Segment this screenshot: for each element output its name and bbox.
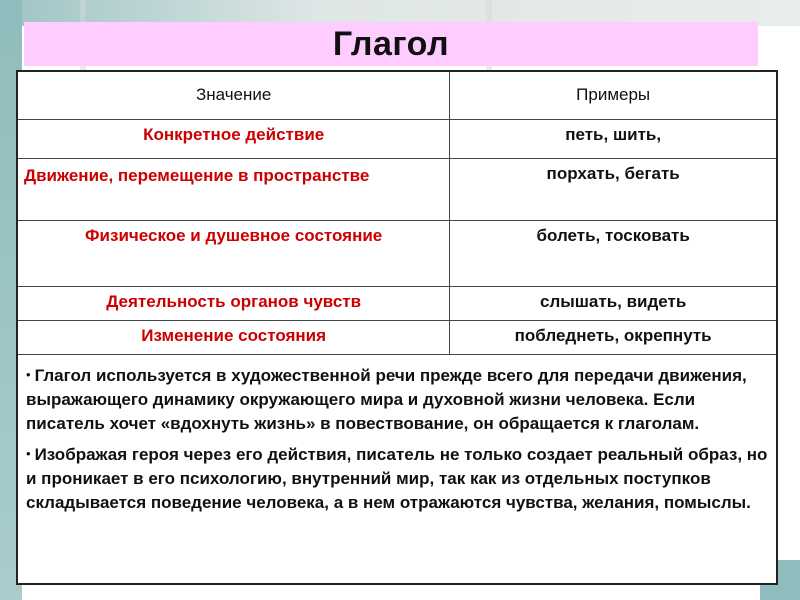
verb-meanings-table	[16, 70, 778, 585]
table-row	[17, 158, 777, 220]
note-text: Глагол используется в художественной речи прежде всего для передачи движения, выражающего динамику окружающего мира и духовной жизни человека. Если писатель хочет «вдохнуть жизнь» в повествование, он обращается к глаголам.	[26, 365, 747, 433]
examples-cell: слышать, видеть	[450, 286, 777, 320]
title-banner	[24, 22, 758, 66]
examples-cell: порхать, бегать	[450, 158, 777, 220]
note-paragraph	[26, 442, 768, 515]
bullet-icon: •	[26, 445, 31, 461]
notes-cell	[17, 354, 777, 584]
slide-title: Глагол	[332, 24, 450, 63]
meaning-cell: Конкретное действие	[17, 119, 450, 158]
meaning-cell: Деятельность органов чувств	[17, 286, 450, 320]
note-text: Изображая героя через его действия, писатель не только создает реальный образ, но и проникает в его психологию, внутренний мир, так как из отдельных поступков складывается поведение человека, а в нем отражаются чувства, желания, помыслы.	[26, 444, 768, 512]
header-examples: Примеры	[450, 71, 777, 119]
bullet-icon: •	[26, 366, 31, 382]
table-row	[17, 119, 777, 158]
examples-cell: болеть, тосковать	[450, 220, 777, 286]
table-row	[17, 320, 777, 354]
examples-cell: побледнеть, окрепнуть	[450, 320, 777, 354]
meaning-cell: Физическое и душевное состояние	[17, 220, 450, 286]
header-meaning: Значение	[17, 71, 450, 119]
table-row	[17, 286, 777, 320]
examples-cell: петь, шить,	[450, 119, 777, 158]
notes-row	[17, 354, 777, 584]
table-row	[17, 220, 777, 286]
meaning-cell: Изменение состояния	[17, 320, 450, 354]
meaning-cell: Движение, перемещение в пространстве	[17, 158, 450, 220]
note-paragraph	[26, 363, 768, 436]
table-header-row	[17, 71, 777, 119]
